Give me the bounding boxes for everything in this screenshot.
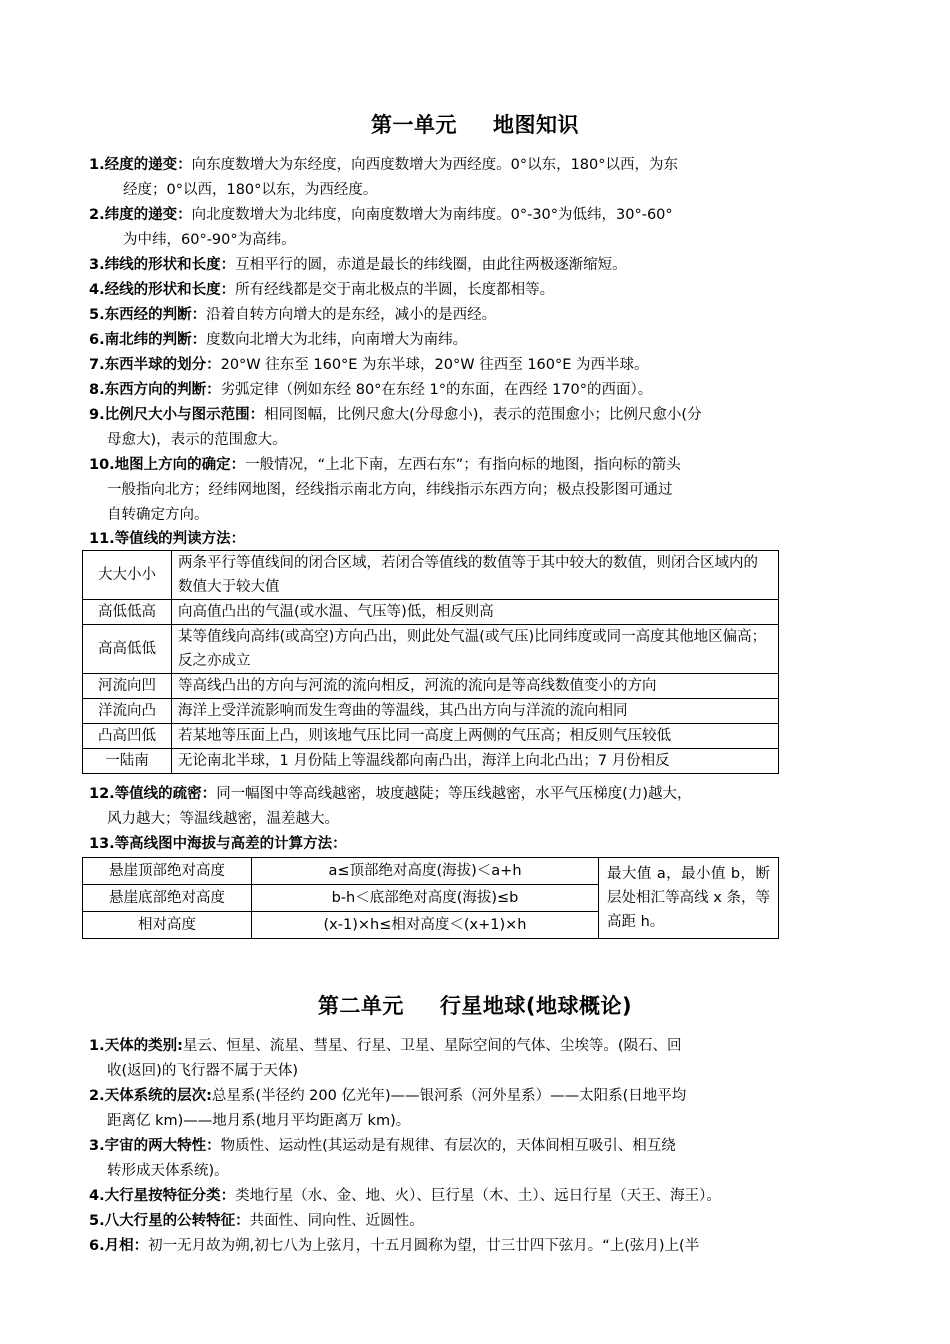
item-text: 向北度数增大为北纬度，向南度数增大为南纬度。0°-30°为低纬，30°-60°	[191, 207, 673, 223]
unit1-item-13	[89, 832, 779, 857]
item-text-cont: 一般指向北方；经纬网地图，经线指示南北方向，纬线指示东西方向；极点投影图可通过	[107, 482, 673, 498]
unit1-item-3	[89, 253, 779, 278]
contour-reading-table	[82, 550, 779, 774]
table-cell-note: 最大值 a，最小值 b，断层处相汇等高线 x 条，等高距 h。	[599, 858, 779, 939]
item-heading: 5.八大行星的公转特征：	[89, 1213, 250, 1229]
item-text: 类地行星（水、金、地、火）、巨行星（木、土）、远日行星（天王、海王）。	[235, 1188, 721, 1204]
item-text: 共面性、同向性、近圆性。	[249, 1213, 424, 1229]
table-cell-label: 悬崖顶部绝对高度	[83, 858, 252, 885]
unit1-item-8	[89, 378, 779, 403]
table-row	[83, 858, 779, 885]
table-cell-desc: 海洋上受洋流影响而发生弯曲的等温线，其凸出方向与洋流的流向相同	[172, 699, 779, 724]
item-text-cont: 收(返回)的飞行器不属于天体)	[107, 1063, 298, 1079]
table-cell-desc: 若某地等压面上凸，则该地气压比同一高度上两侧的气压高；相反则气压较低	[172, 724, 779, 749]
item-heading: 6.月相：	[89, 1238, 149, 1254]
unit1-title-topic: 地图知识	[493, 113, 579, 137]
item-text: 初一无月故为朔,初七八为上弦月，十五月圆称为望，廿三廿四下弦月。“上(弦月)上(半	[148, 1238, 700, 1254]
item-heading: 5.东西经的判断：	[89, 307, 207, 323]
item-text: 一般情况，“上北下南，左西右东”；有指向标的地图，指向标的箭头	[245, 457, 681, 473]
item-text: 向东度数增大为东经度，向西度数增大为西经度。0°以东，180°以西，为东	[191, 157, 679, 173]
item-heading: 4.经线的形状和长度：	[89, 282, 236, 298]
item-heading: 10.地图上方向的确定：	[89, 457, 246, 473]
table-cell-key: 一陆南	[83, 749, 172, 774]
unit1-item-1	[89, 153, 779, 203]
item-heading: 1.经度的递变：	[89, 157, 192, 173]
table-row	[83, 625, 779, 674]
table-row	[83, 600, 779, 625]
table-row	[83, 724, 779, 749]
unit2-item-2	[89, 1084, 779, 1134]
unit2-item-4	[89, 1184, 779, 1209]
table-cell-desc: 两条平行等值线间的闭合区域，若闭合等值线的数值等于其中较大的数值，则闭合区域内的数值大于较大值	[172, 551, 779, 600]
unit1-title	[0, 109, 950, 139]
item-text: 相同图幅，比例尺愈大(分母愈小)，表示的范围愈小；比例尺愈小(分	[264, 407, 702, 423]
item-text-cont: 为中纬，60°-90°为高纬。	[123, 232, 296, 248]
item-heading: 9.比例尺大小与图示范围：	[89, 407, 265, 423]
item-text-cont: 距离亿 km)——地月系(地月平均距离万 km)。	[107, 1113, 411, 1129]
item-text-cont: 自转确定方向。	[107, 507, 209, 523]
unit2-title-number: 第二单元	[317, 994, 404, 1018]
item-heading: 11.等值线的判读方法：	[89, 531, 246, 547]
table-cell-label: 相对高度	[83, 912, 252, 939]
item-text: 劣弧定律（例如东经 80°在东经 1°的东面，在西经 170°的西面）。	[220, 382, 653, 398]
item-heading: 12.等值线的疏密：	[89, 786, 217, 802]
item-text: 沿着自转方向增大的是东经，减小的是西经。	[206, 307, 497, 323]
elevation-calc-table	[82, 857, 779, 939]
item-text: 所有经线都是交于南北极点的半圆，长度都相等。	[235, 282, 555, 298]
item-text-cont: 经度；0°以西，180°以东，为西经度。	[123, 182, 378, 198]
item-heading: 3.纬线的形状和长度：	[89, 257, 236, 273]
table-cell-label: 悬崖底部绝对高度	[83, 885, 252, 912]
unit1-item-10	[89, 453, 779, 528]
item-heading: 3.宇宙的两大特性：	[89, 1138, 221, 1154]
item-text: 物质性、运动性(其运动是有规律、有层次的，天体间相互吸引、相互绕	[220, 1138, 676, 1154]
item-text: 度数向北增大为北纬，向南增大为南纬。	[206, 332, 468, 348]
table-cell-formula: b-h＜底部绝对高度(海拔)≤b	[252, 885, 599, 912]
table-cell-desc: 某等值线向高纬(或高空)方向凸出，则此处气温(或气压)比同纬度或同一高度其他地区偏高；反之亦成立	[172, 625, 779, 674]
table-cell-key: 洋流向凸	[83, 699, 172, 724]
table-cell-key: 高低低高	[83, 600, 172, 625]
table-cell-key: 大大小小	[83, 551, 172, 600]
unit2-item-6	[89, 1234, 779, 1259]
item-heading: 7.东西半球的划分：	[89, 357, 221, 373]
item-heading: 2.纬度的递变：	[89, 207, 192, 223]
item-heading: 6.南北纬的判断：	[89, 332, 207, 348]
table-cell-formula: a≤顶部绝对高度(海拔)＜a+h	[252, 858, 599, 885]
item-heading: 1.天体的类别:	[89, 1038, 183, 1054]
table-cell-desc: 无论南北半球，1 月份陆上等温线都向南凸出，海洋上向北凸出；7 月份相反	[172, 749, 779, 774]
unit1-title-number: 第一单元	[371, 113, 457, 137]
unit2-item-1	[89, 1034, 779, 1084]
table-cell-key: 河流向凹	[83, 674, 172, 699]
item-text-cont: 转形成天体系统)。	[107, 1163, 229, 1179]
table-cell-formula: (x-1)×h≤相对高度＜(x+1)×h	[252, 912, 599, 939]
table-row	[83, 749, 779, 774]
item-heading: 2.天体系统的层次:	[89, 1088, 212, 1104]
unit2-title-topic: 行星地球(地球概论)	[439, 994, 633, 1018]
unit1-item-9	[89, 403, 779, 453]
table-row	[83, 699, 779, 724]
unit1-item-7	[89, 353, 779, 378]
unit1-item-11	[89, 527, 779, 552]
table-cell-desc: 等高线凸出的方向与河流的流向相反，河流的流向是等高线数值变小的方向	[172, 674, 779, 699]
table-cell-key: 高高低低	[83, 625, 172, 674]
item-heading: 8.东西方向的判断：	[89, 382, 221, 398]
table-row	[83, 551, 779, 600]
unit1-item-12	[89, 782, 779, 832]
item-heading: 4.大行星按特征分类：	[89, 1188, 236, 1204]
table-cell-desc: 向高值凸出的气温(或水温、气压等)低，相反则高	[172, 600, 779, 625]
unit2-item-5	[89, 1209, 779, 1234]
unit1-item-5	[89, 303, 779, 328]
unit1-item-6	[89, 328, 779, 353]
item-text: 总星系(半径约 200 亿光年)——银河系（河外星系）——太阳系(日地平均	[211, 1088, 687, 1104]
item-text: 互相平行的圆，赤道是最长的纬线圈，由此往两极逐渐缩短。	[235, 257, 627, 273]
unit2-title	[0, 990, 950, 1020]
item-heading: 13.等高线图中海拔与高差的计算方法：	[89, 836, 347, 852]
unit2-item-3	[89, 1134, 779, 1184]
unit1-item-4	[89, 278, 779, 303]
item-text-cont: 风力越大；等温线越密，温差越大。	[107, 811, 339, 827]
item-text: 同一幅图中等高线越密，坡度越陡；等压线越密，水平气压梯度(力)越大，	[216, 786, 692, 802]
item-text: 星云、恒星、流星、彗星、行星、卫星、星际空间的气体、尘埃等。(陨石、回	[182, 1038, 682, 1054]
table-cell-key: 凸高凹低	[83, 724, 172, 749]
item-text: 20°W 往东至 160°E 为东半球，20°W 往西至 160°E 为西半球。	[220, 357, 649, 373]
unit1-item-2	[89, 203, 779, 253]
table-row	[83, 674, 779, 699]
item-text-cont: 母愈大)，表示的范围愈大。	[107, 432, 287, 448]
